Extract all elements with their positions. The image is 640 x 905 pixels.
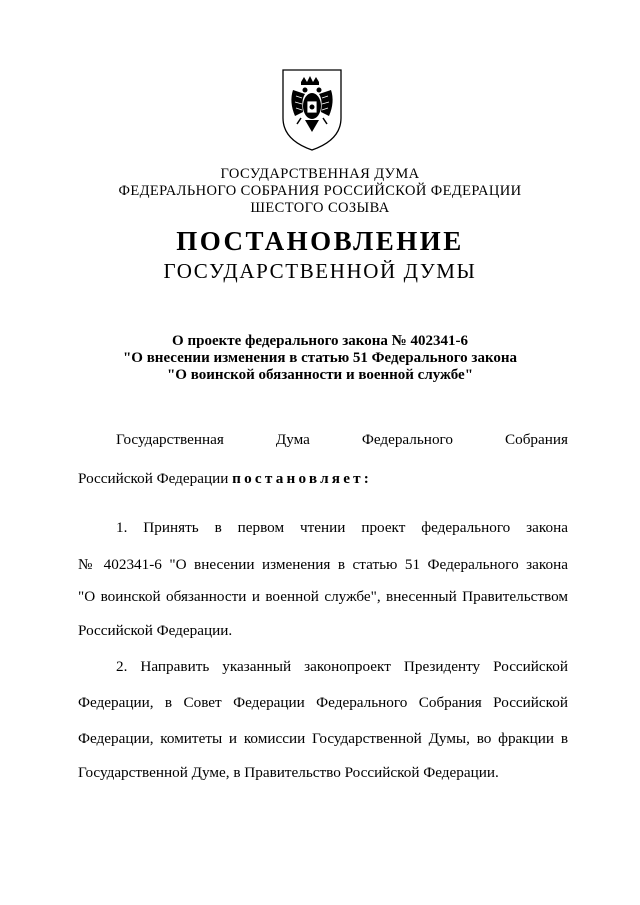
item-1-line-3: "О воинской обязанности и военной службе", внесенный Правительством — [78, 588, 568, 605]
org-line-1: ГОСУДАРСТВЕННАЯ ДУМА — [220, 166, 420, 182]
item-1-line-1: 1. Принять в первом чтении проект федерального закона — [116, 519, 568, 536]
item-1-line-4: Российской Федерации. — [78, 622, 233, 639]
preamble-line-2 — [78, 469, 568, 489]
preamble-line-1: Государственная Дума Федерального Собрания — [116, 431, 568, 448]
org-line-2: ФЕДЕРАЛЬНОГО СОБРАНИЯ РОССИЙСКОЙ ФЕДЕРАЦИИ — [118, 183, 522, 199]
resolves-keyword: постановляет: — [232, 470, 373, 487]
document-title: ПОСТАНОВЛЕНИЕ — [176, 226, 464, 256]
subject-line-2: "О внесении изменения в статью 51 Федерального закона — [122, 350, 518, 366]
item-2-line-4: Государственной Думе, в Правительство Российской Федерации. — [78, 764, 499, 781]
item-2-line-2: Федерации, в Совет Федерации Федерального Собрания Российской — [78, 694, 568, 711]
item-1-line-2: № 402341-6 "О внесении изменения в статью 51 Федерального закона — [78, 556, 568, 573]
item-2-line-1: 2. Направить указанный законопроект Президенту Российской — [116, 658, 568, 675]
document-subtitle: ГОСУДАРСТВЕННОЙ ДУМЫ — [163, 259, 477, 283]
coat-of-arms-emblem — [279, 66, 345, 152]
preamble-text: Российской Федерации — [78, 470, 233, 487]
subject-line-3: "О воинской обязанности и военной службе" — [166, 367, 474, 383]
item-2-line-3: Федерации, комитеты и комиссии Государственной Думы, во фракции в — [78, 730, 568, 747]
subject-line-1: О проекте федерального закона № 402341-6 — [172, 333, 468, 349]
org-line-3: ШЕСТОГО СОЗЫВА — [250, 200, 390, 216]
